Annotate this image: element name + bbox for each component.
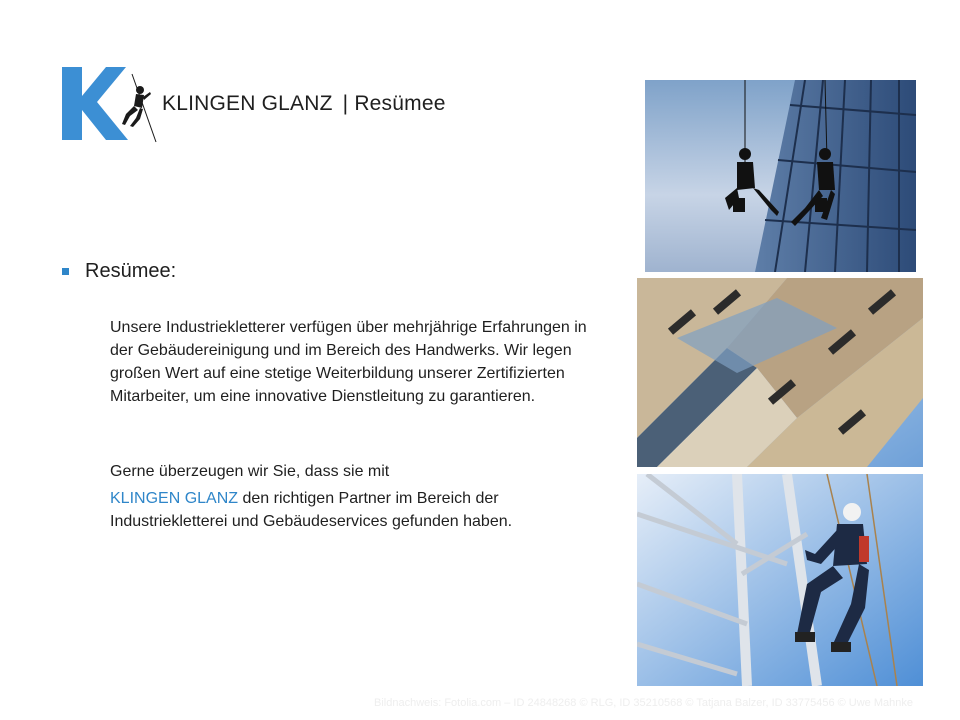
body-paragraph-1: Unsere Industriekletterer verfügen über mehrjährige Erfahrungen in der Gebäudereinigung und im Bereich des Handwerks. Wir legen großen Wert auf eine stetige Weiterbildung unserer Zertifizierten Mitarbeiter, um eine innovative Dienstleitung zu garantieren. <box>110 319 587 405</box>
title-separator: | <box>342 92 349 115</box>
square-bullet-icon <box>62 268 69 275</box>
image-credits: Bildnachweis: Fotolia.com – ID 24848268 © RLG, ID 35210568 © Tatjana Balzer, ID 33775456 © Uwe Mahnke <box>374 697 913 709</box>
k-climber-logo-icon <box>60 62 160 144</box>
bullet-heading-row <box>62 260 176 283</box>
klingen-glanz-logo <box>60 62 160 144</box>
photo-building-facade <box>637 278 923 467</box>
body-paragraph-3 <box>110 487 600 533</box>
body-paragraph-3-text: den richtigen Partner im Bereich der Industriekletterei und Gebäudeservices gefunden haben. <box>110 490 513 530</box>
brand-name: KLINGEN GLANZ <box>162 92 333 115</box>
photo-window-cleaners <box>645 80 916 272</box>
body-paragraph-2: Gerne überzeugen wir Sie, dass sie mit <box>110 463 390 480</box>
photo-industrial-climber <box>637 474 923 686</box>
section-title: Resümee <box>354 92 446 115</box>
header-title <box>162 92 446 116</box>
bullet-heading: Resümee: <box>85 260 177 282</box>
brand-highlight: KLINGEN GLANZ <box>110 490 239 507</box>
